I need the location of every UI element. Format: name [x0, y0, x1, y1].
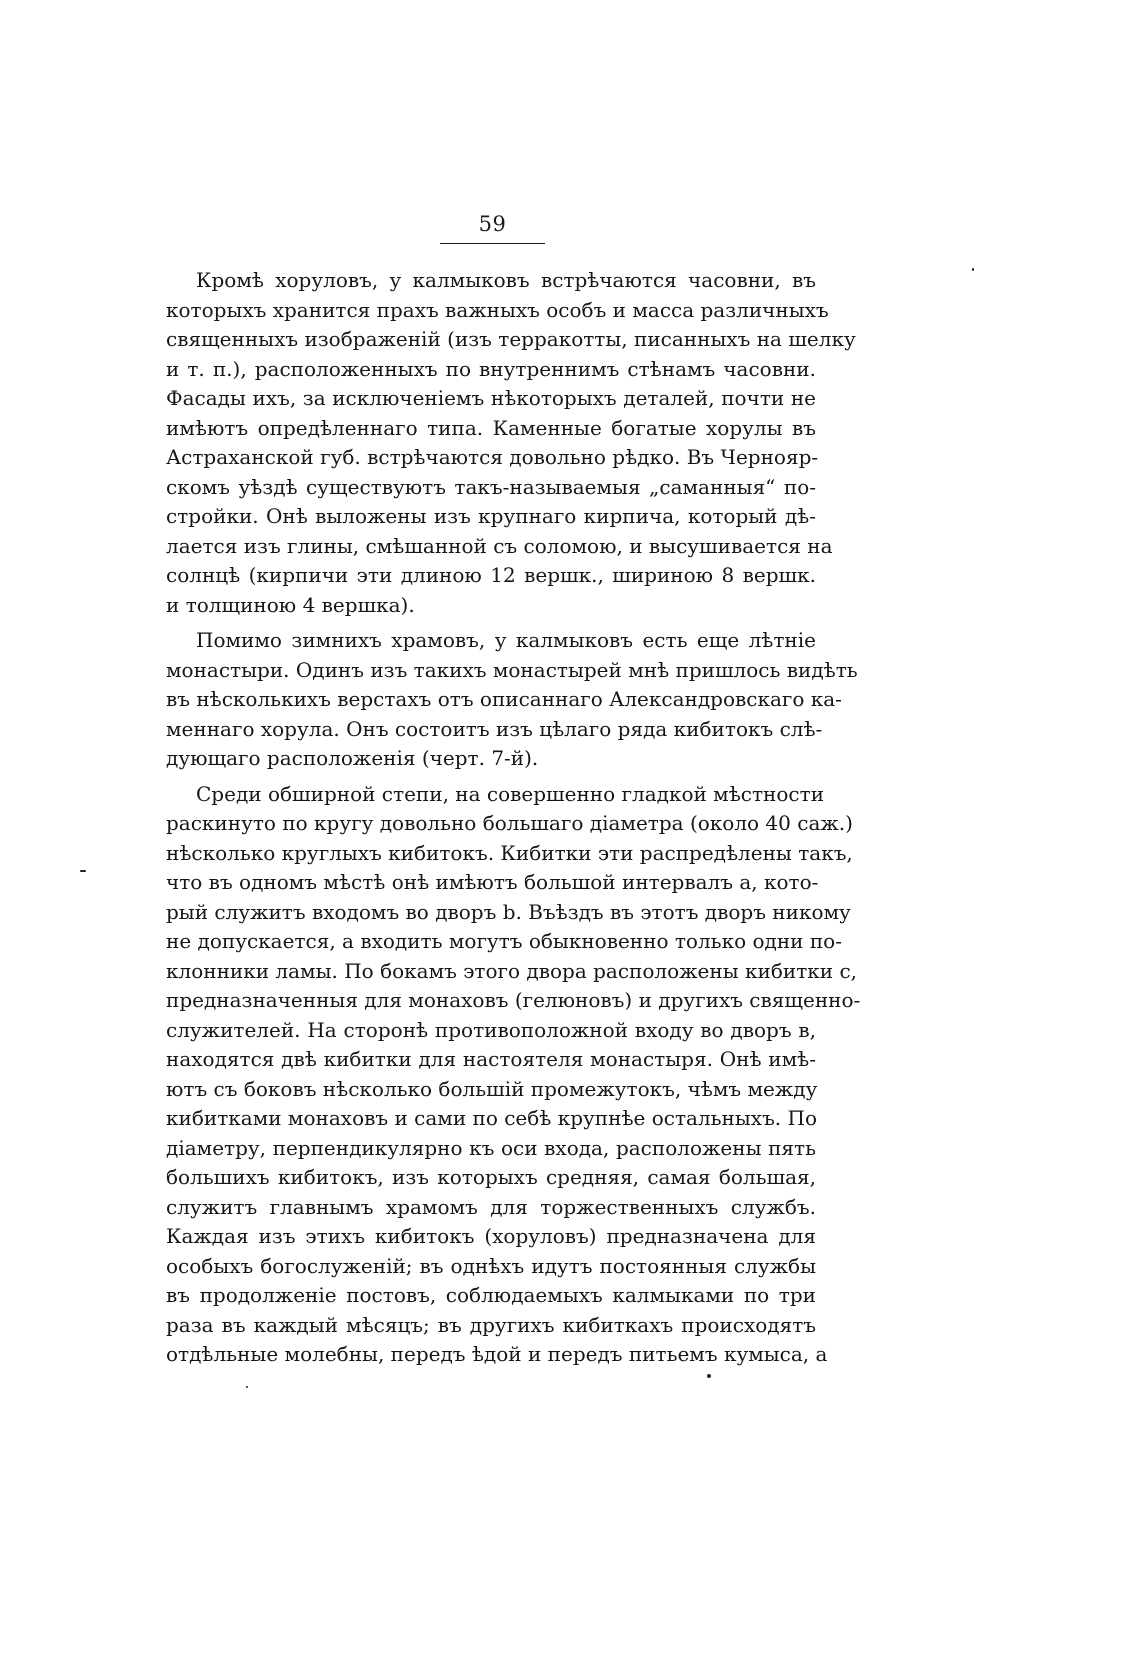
text-line: рый служитъ входомъ во дворъ b. Въѣздъ въ этотъ дворъ никому: [166, 899, 851, 924]
paragraph-2: [166, 626, 858, 774]
body-text: [166, 266, 861, 1376]
text-line: которыхъ хранится прахъ важныхъ особъ и масса различныхъ: [166, 297, 829, 322]
text-line: предназначенныя для монаховъ (гелюновъ) и другихъ священно-: [166, 988, 861, 1012]
scan-speck: [246, 1386, 248, 1388]
text-line: раза въ каждый мѣсяцъ; въ другихъ кибиткахъ происходятъ: [166, 1312, 816, 1337]
scan-speck: [80, 870, 86, 872]
text-line: дующаго расположенія (черт. 7-й).: [166, 746, 539, 770]
text-line: имѣютъ опредѣленнаго типа. Каменные богатые хорулы въ: [166, 415, 816, 440]
text-line: Кромѣ хоруловъ, у калмыковъ встрѣчаются часовни, въ: [196, 268, 816, 292]
text-line: Среди обширной степи, на совершенно гладкой мѣстности: [196, 781, 825, 806]
text-line: раскинуто по кругу довольно большаго діаметра (около 40 саж.): [166, 811, 853, 835]
text-line: служитъ главнымъ храмомъ для торжественныхъ службъ.: [166, 1194, 816, 1219]
text-line: скомъ уѣздѣ существуютъ такъ-называемыя „саманныя“ по-: [166, 474, 816, 499]
text-line: монастыри. Одинъ изъ такихъ монастырей мнѣ пришлось видѣть: [166, 657, 858, 682]
text-line: что въ одномъ мѣстѣ онѣ имѣютъ большой интервалъ a, кото-: [166, 870, 819, 894]
text-line: лается изъ глины, смѣшанной съ соломою, и высушивается на: [166, 533, 833, 558]
text-line: большихъ кибитокъ, изъ которыхъ средняя, самая большая,: [166, 1165, 816, 1189]
scan-speck: [972, 268, 974, 271]
text-line: не допускается, а входить могутъ обыкновенно только одни по-: [166, 929, 842, 953]
paragraph-3: [166, 780, 861, 1370]
text-line: меннаго хорула. Онъ состоитъ изъ цѣлаго ряда кибитокъ слѣ-: [166, 716, 823, 741]
text-line: въ нѣсколькихъ верстахъ отъ описаннаго Александровскаго ка-: [166, 687, 842, 711]
text-line: діаметру, перпендикулярно къ оси входа, расположены пять: [166, 1135, 816, 1160]
text-line: служителей. На сторонѣ противоположной входу во дворъ в,: [166, 1017, 816, 1042]
text-line: солнцѣ (кирпичи эти длиною 12 вершк., шириною 8 вершк.: [166, 563, 816, 587]
text-line: нѣсколько круглыхъ кибитокъ. Кибитки эти распредѣлены такъ,: [166, 840, 853, 865]
text-line: и толщиною 4 вершка).: [166, 592, 415, 617]
text-line: въ продолженіе постовъ, соблюдаемыхъ калмыками по три: [166, 1283, 816, 1307]
text-line: и т. п.), расположенныхъ по внутреннимъ стѣнамъ часовни.: [166, 356, 816, 381]
text-line: Астраханской губ. встрѣчаются довольно рѣдко. Въ Чернояр-: [166, 445, 819, 469]
text-line: клонники ламы. По бокамъ этого двора расположены кибитки c,: [166, 958, 858, 983]
scan-speck: [707, 1374, 711, 1378]
text-line: особыхъ богослуженій; въ однѣхъ идутъ постоянныя службы: [166, 1253, 816, 1278]
text-line: кибитками монаховъ и сами по себѣ крупнѣе остальныхъ. По: [166, 1106, 817, 1130]
text-line: священныхъ изображеній (изъ терракотты, писанныхъ на шелку: [166, 327, 856, 351]
page-number: 59: [478, 212, 507, 236]
text-line: Помимо зимнихъ храмовъ, у калмыковъ есть еще лѣтніе: [196, 628, 816, 652]
text-line: Каждая изъ этихъ кибитокъ (хоруловъ) предназначена для: [166, 1224, 816, 1248]
text-line: отдѣльные молебны, передъ ѣдой и передъ питьемъ кумыса, а: [166, 1342, 828, 1366]
paragraph-1: [166, 266, 856, 620]
header-rule: [440, 243, 545, 244]
text-line: ютъ съ боковъ нѣсколько большій промежутокъ, чѣмъ между: [166, 1076, 818, 1101]
text-line: находятся двѣ кибитки для настоятеля монастыря. Онѣ имѣ-: [166, 1047, 816, 1071]
text-line: стройки. Онѣ выложены изъ крупнаго кирпича, который дѣ-: [166, 504, 816, 528]
text-line: Фасады ихъ, за исключеніемъ нѣкоторыхъ деталей, почти не: [166, 386, 816, 410]
